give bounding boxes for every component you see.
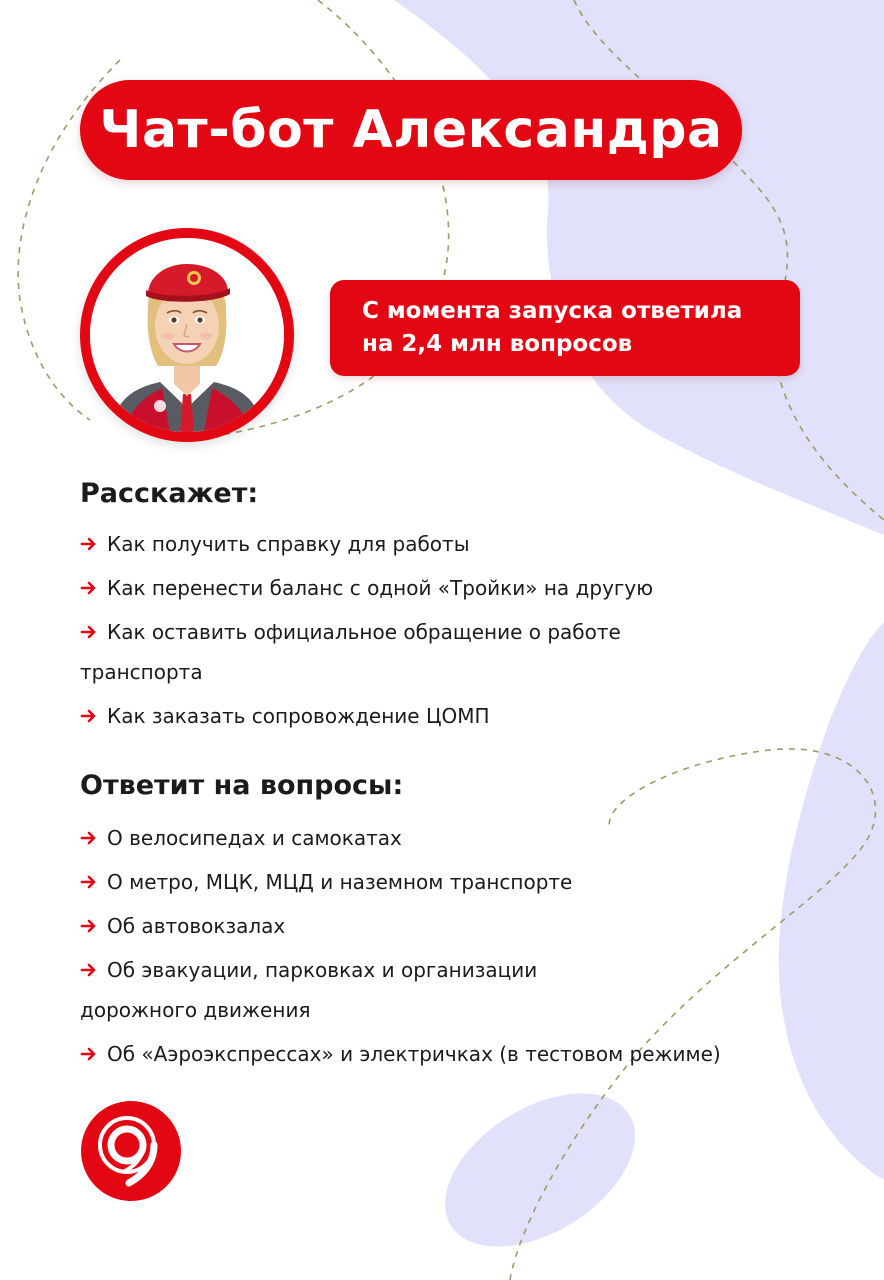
answers-list [80,818,840,1078]
list-item [80,1034,840,1074]
list-item [80,524,840,564]
arrow-right-icon [80,624,98,640]
arrow-right-icon [80,708,98,724]
tells-heading: Расскажет: [80,478,259,509]
arrow-right-icon [80,918,98,934]
lilac-blob-bottom [418,1062,662,1278]
list-item-text: Об эвакуации, парковках и организации дорожного движения [80,958,538,1022]
stat-callout [330,280,800,376]
list-item-text: О велосипедах и самокатах [107,826,402,850]
list-item [80,862,840,902]
assistant-portrait-icon [90,238,284,432]
arrow-right-icon [80,830,98,846]
avatar [80,228,294,442]
list-item-text: Как оставить официальное обращение о работе транспорта [80,620,621,684]
page-title: Чат-бот Александра [99,100,723,160]
list-item [80,906,840,946]
arrow-right-icon [80,874,98,890]
list-item-text: Как перенести баланс с одной «Тройки» на другую [107,576,654,600]
list-item-text: Об автовокзалах [107,914,286,938]
list-item-text: Об «Аэроэкспрессах» и электричках (в тестовом режиме) [107,1042,721,1066]
list-item [80,818,840,858]
moscow-transport-logo-icon [81,1101,181,1201]
stat-line-2: на 2,4 млн вопросов [362,331,633,357]
list-item [80,696,840,736]
tells-list [80,524,840,740]
arrow-right-icon [80,1046,98,1062]
stat-line-1: С момента запуска ответила [362,298,743,324]
arrow-right-icon [80,580,98,596]
arrow-right-icon [80,962,98,978]
list-item [80,950,550,1030]
arrow-right-icon [80,536,98,552]
list-item-text: Как заказать сопровождение ЦОМП [107,704,490,728]
title-banner [80,80,742,180]
list-item [80,568,840,608]
stat-text [362,295,742,361]
answers-heading: Ответит на вопросы: [80,770,404,801]
list-item-text: О метро, МЦК, МЦД и наземном транспорте [107,870,573,894]
list-item [80,612,680,692]
list-item-text: Как получить справку для работы [107,532,470,556]
